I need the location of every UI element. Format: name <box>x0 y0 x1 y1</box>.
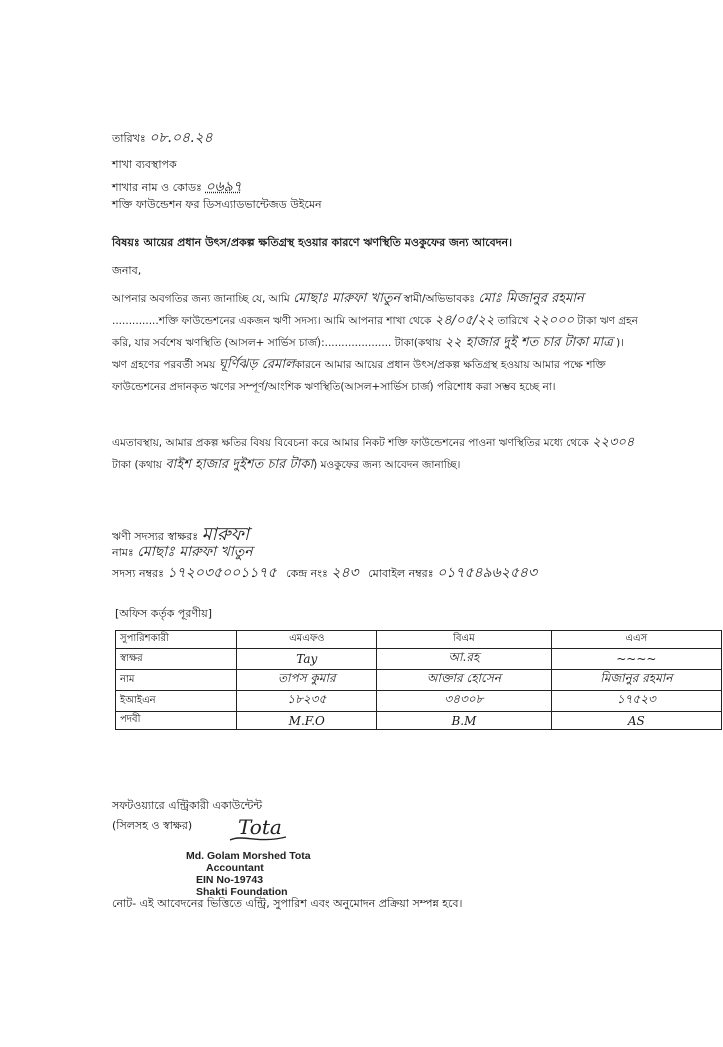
table-row <box>116 649 722 670</box>
table-cell: আক্তার হোসেন <box>377 670 552 691</box>
accountant-stamp <box>186 850 311 898</box>
branch-label: শাখার নাম ও কোডঃ <box>112 181 202 194</box>
date-value: ০৮.০৪.২৪ <box>149 130 213 146</box>
para1-text-2: স্বামী/অভিভাবকঃ <box>403 293 476 305</box>
loan-date-handwritten: ২৪/০৫/২২ <box>434 313 495 328</box>
table-cell: আ.রহ <box>377 649 552 670</box>
table-cell: M.F.O <box>237 712 377 730</box>
para1-text-7: )। ঋণ গ্রহণের পরবর্তী সময় <box>112 337 624 371</box>
table-cell: Tay <box>237 649 377 670</box>
table-cell: AS <box>551 712 721 730</box>
loan-amount-handwritten: ২২০০০ <box>531 313 574 328</box>
organization-name: শক্তি ফাউন্ডেশন ফর ডিসএ্যাডভান্টেজড উইমেন <box>112 198 322 211</box>
row-label: নাম <box>116 670 237 691</box>
body-paragraph-2 <box>112 432 640 476</box>
borrower-id-line <box>112 561 537 585</box>
date-label: তারিখঃ <box>112 132 146 145</box>
borrower-name-handwritten: মোছাঃ মারুফা খাতুন <box>137 544 253 560</box>
header-cell: এমএফও <box>237 631 377 649</box>
reason-handwritten: ঘূর্ণিঝড় রেমাল <box>218 357 295 372</box>
header-cell: সুপারিশকারী <box>116 631 237 649</box>
table-row <box>116 712 722 730</box>
body-paragraph-1 <box>112 288 640 398</box>
member-number-label: সদস্য নম্বরঃ <box>112 567 164 580</box>
stamp-org: Shakti Foundation <box>196 886 288 898</box>
table-cell: B.M <box>377 712 552 730</box>
footer-note: নোট- এই আবেদনের ভিত্তিতে এন্ট্রি, সুপারিশ এবং অনুমোদন প্রক্রিয়া সম্পন্ন হবে। <box>112 897 463 910</box>
para1-text-5: টাকা ঋণ গ্রহন করি, যার সর্বশেষ ঋণস্থিতি (আসল+ সার্ভিস চার্জ):.................... <box>112 315 638 349</box>
office-table <box>115 630 722 730</box>
para1-text-8: কারনে আমার আয়ের প্রধান উৎস/প্রকল্প ক্ষতিগ্রস্থ হওয়ায় আমার পক্ষে শক্তি ফাউন্ডেশনের প্রদানকৃত ঋণের সম্পূর্ণ/আংশিক ঋণস্থিতি(আসল+সার্ভিস চার্জ) পরিশোধ করা সম্ভব হচ্ছে না। <box>112 359 606 393</box>
table-row <box>116 691 722 712</box>
signature-underline <box>228 832 288 846</box>
accountant-seal-label: (সিলসহ ও স্বাক্ষর) <box>112 819 193 832</box>
para1-text-4: তারিখে <box>497 315 529 327</box>
header-cell: বিএম <box>377 631 552 649</box>
member-number-handwritten: ১৭২০৩৫০০১১৭৫ <box>167 565 277 581</box>
para2-text-2: টাকা (কথায় <box>112 459 162 471</box>
header-cell: এএস <box>551 631 721 649</box>
waiver-words-handwritten: বাইশ হাজার দুইশত চার টাকা <box>165 457 314 472</box>
table-cell: ৩৪৩০৮ <box>377 691 552 712</box>
para1-text-1: আপনার অবগতির জন্য জানাচ্ছি যে, আমি <box>112 293 290 305</box>
table-cell: ১৮২৩৫ <box>237 691 377 712</box>
center-number-handwritten: ২৪৩ <box>331 565 359 581</box>
accountant-signature: Tota <box>238 815 282 839</box>
stamp-name: Md. Golam Morshed Tota <box>186 850 311 862</box>
mobile-number-label: মোবাইল নম্বরঃ <box>368 567 434 580</box>
para2-text-3: ) মওকুফের জন্য আবেদন জানাচ্ছি। <box>313 459 461 471</box>
borrower-signature: মারুফা <box>201 524 250 545</box>
para2-text-1: এমতাবস্থায়, আমার প্রকল্প ক্ষতির বিষয় বিবেচনা করে আমার নিকট শক্তি ফাউন্ডেশনের পাওনা ঋণস্থিতির মধ্যে থেকে <box>112 437 589 449</box>
borrower-name-label: নামঃ <box>112 546 134 559</box>
center-number-label: কেন্দ্র নংঃ <box>286 567 328 580</box>
row-label: স্বাক্ষর <box>116 649 237 670</box>
stamp-title: Accountant <box>206 862 264 874</box>
branch-code: ০৬৯৭ <box>205 179 242 195</box>
accountant-label: সফটওয়্যারে এন্ট্রিকারী একাউন্টেন্ট <box>112 799 263 812</box>
table-cell: ১৭৫২৩ <box>551 691 721 712</box>
para1-text-3: ..............শক্তি ফাউন্ডেশনের একজন ঋণী সদস্য। আমি আপনার শাখা থেকে <box>112 315 432 327</box>
borrower-signature-label: ঋণী সদস্যর স্বাক্ষরঃ <box>112 530 199 543</box>
table-row <box>116 670 722 691</box>
member-name-handwritten: মোছাঃ মারুফা খাতুন <box>293 291 401 306</box>
addressee: শাখা ব্যবস্থাপক <box>112 158 177 171</box>
date-line <box>112 126 213 150</box>
row-label: ইআইএন <box>116 691 237 712</box>
office-table-header <box>116 631 722 649</box>
row-label: পদবী <box>116 712 237 730</box>
subject-line: বিষয়ঃ আয়ের প্রধান উৎস/প্রকল্প ক্ষতিগ্রস্থ হওয়ার কারণে ঋণস্থিতি মওকুফের জন্য আবেদন। <box>112 236 513 249</box>
salutation: জনাব, <box>112 264 142 277</box>
waiver-amount-handwritten: ২২৩০৪ <box>592 435 635 450</box>
table-cell: মিজানুর রহমান <box>551 670 721 691</box>
guardian-handwritten: মোঃ মিজানুর রহমান <box>478 291 584 306</box>
amount-words-handwritten: ২২ হাজার দুই শত চার টাকা মাত্র <box>444 335 613 350</box>
mobile-number-handwritten: ০১৭৫৪৯৬২৫৪৩ <box>437 565 538 581</box>
table-cell: তাপস কুমার <box>237 670 377 691</box>
stamp-ein: EIN No-19743 <box>196 874 264 886</box>
table-cell: ~~~~ <box>551 649 721 670</box>
office-use-title: [অফিস কর্তৃক পূরণীয়] <box>115 607 212 620</box>
para1-text-6: টাকা(কথায় <box>394 337 442 349</box>
